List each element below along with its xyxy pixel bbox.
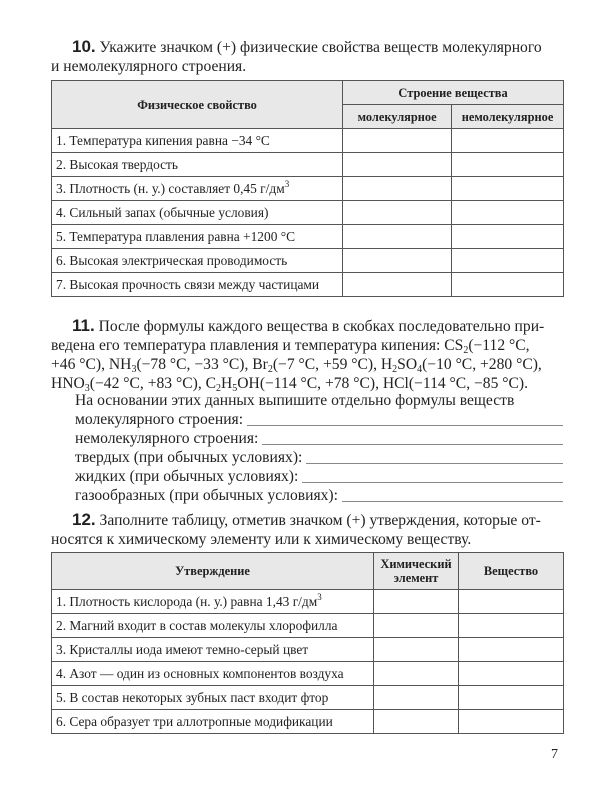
- element-cell[interactable]: [374, 614, 459, 638]
- subscript: 2: [267, 364, 273, 375]
- element-cell[interactable]: [374, 710, 459, 734]
- property-label: 7. Высокая прочность связи между частицами: [52, 273, 343, 297]
- field-label: жидких (при обычных условиях):: [75, 468, 299, 485]
- element-cell[interactable]: [374, 638, 459, 662]
- table-row: [52, 153, 564, 177]
- superscript: 3: [317, 591, 322, 602]
- task-number: 10.: [72, 37, 96, 56]
- header-chemical-element: Химический элемент: [374, 553, 459, 590]
- molecular-cell[interactable]: [343, 177, 452, 201]
- header-statement: Утверждение: [52, 553, 374, 590]
- task-text: носятся к химическому элементу или к химическому веществу.: [51, 531, 472, 548]
- task-number: 11.: [72, 316, 95, 335]
- table-row: [52, 662, 564, 686]
- label-text: 1. Плотность кислорода (н. у.) равна 1,43 г/дм: [56, 593, 318, 609]
- field-label: газообразных (при обычных условиях):: [75, 487, 338, 504]
- table-row: [52, 590, 564, 614]
- nonmolecular-cell[interactable]: [452, 249, 564, 273]
- property-label: 5. Температура плавления равна +1200 °C: [52, 225, 343, 249]
- answer-line[interactable]: [262, 429, 563, 445]
- subscript: 4: [417, 364, 423, 375]
- field-label: немолекулярного строения:: [75, 430, 259, 447]
- property-label: 1. Температура кипения равна −34 °C: [52, 129, 343, 153]
- element-cell[interactable]: [374, 590, 459, 614]
- header-nonmolecular: немолекулярное: [452, 105, 564, 129]
- table-row: [52, 201, 564, 225]
- task-text: (−112 °C,: [468, 337, 530, 354]
- task-text: и немолекулярного строения.: [51, 58, 247, 75]
- nonmolecular-cell[interactable]: [452, 153, 564, 177]
- superscript: 3: [284, 178, 290, 189]
- molecular-cell[interactable]: [343, 225, 452, 249]
- substance-cell[interactable]: [459, 686, 564, 710]
- header-structure: Строение вещества: [343, 81, 564, 105]
- task-10-instruction: [51, 37, 563, 76]
- substance-cell[interactable]: [459, 710, 564, 734]
- subscript: 2: [463, 345, 469, 356]
- task-text: Заполните таблицу, отметив значком (+) утверждения, которые от-: [99, 512, 541, 529]
- table-row: [52, 129, 564, 153]
- answer-line[interactable]: [306, 448, 563, 464]
- molecular-cell[interactable]: [343, 129, 452, 153]
- statement-label: 2. Магний входит в состав молекулы хлорофилла: [52, 614, 374, 638]
- statement-label: [52, 590, 374, 614]
- label-text: 3. Плотность (н. у.) составляет 0,45 г/дм: [56, 180, 285, 196]
- molecular-cell[interactable]: [343, 249, 452, 273]
- property-label: [52, 177, 343, 201]
- nonmolecular-cell[interactable]: [452, 273, 564, 297]
- task-text: (−42 °C, +83 °C), C: [89, 375, 217, 392]
- statement-label: 6. Сера образует три аллотропные модификации: [52, 710, 374, 734]
- page-number: 7: [551, 747, 558, 762]
- header-molecular: молекулярное: [343, 105, 452, 129]
- answer-field-liquid: [75, 467, 563, 486]
- task-text: ведена его температура плавления и температура кипения: CS: [51, 337, 464, 354]
- task-text: После формулы каждого вещества в скобках последовательно при-: [98, 318, 545, 335]
- statement-label: 4. Азот — один из основных компонентов воздуха: [52, 662, 374, 686]
- task-11-instruction: [51, 316, 563, 393]
- statement-label: 3. Кристаллы иода имеют темно-серый цвет: [52, 638, 374, 662]
- header-substance: Вещество: [459, 553, 564, 590]
- nonmolecular-cell[interactable]: [452, 225, 564, 249]
- task-text: (−78 °C, −33 °C), Br: [136, 356, 268, 373]
- task-12-instruction: [51, 510, 563, 549]
- answer-field-nonmolecular: [75, 429, 563, 448]
- substance-cell[interactable]: [459, 590, 564, 614]
- task-text: OH(−114 °C, +78 °C), HCl(−114 °C, −85 °C).: [237, 375, 529, 392]
- task-text: H: [221, 375, 233, 392]
- header-property: Физическое свойство: [52, 81, 343, 129]
- answer-field-molecular: [75, 410, 563, 429]
- answer-line[interactable]: [342, 486, 563, 502]
- element-or-substance-table: [51, 552, 564, 734]
- table-row: [52, 614, 564, 638]
- substance-cell[interactable]: [459, 614, 564, 638]
- element-cell[interactable]: [374, 662, 459, 686]
- element-cell[interactable]: [374, 686, 459, 710]
- nonmolecular-cell[interactable]: [452, 201, 564, 225]
- field-label: твердых (при обычных условиях):: [75, 449, 303, 466]
- table-row: [52, 177, 564, 201]
- property-label: 2. Высокая твердость: [52, 153, 343, 177]
- subscript: 2: [392, 364, 398, 375]
- property-label: 6. Высокая электрическая проводимость: [52, 249, 343, 273]
- molecular-cell[interactable]: [343, 273, 452, 297]
- task-text: (−10 °C, +280 °C),: [422, 356, 542, 373]
- molecular-cell[interactable]: [343, 201, 452, 225]
- task-number: 12.: [72, 510, 96, 529]
- table-row: [52, 710, 564, 734]
- table-row: [52, 273, 564, 297]
- nonmolecular-cell[interactable]: [452, 177, 564, 201]
- substance-cell[interactable]: [459, 662, 564, 686]
- field-label: молекулярного строения:: [75, 411, 244, 428]
- physical-properties-table: [51, 80, 564, 297]
- answer-line[interactable]: [247, 410, 563, 426]
- subscript: 2: [216, 383, 222, 394]
- table-row: [52, 225, 564, 249]
- answer-field-solid: [75, 448, 563, 467]
- task-text: HNO: [51, 375, 85, 392]
- table-row: [52, 249, 564, 273]
- answer-line[interactable]: [302, 467, 563, 483]
- task-text: SO: [397, 356, 418, 373]
- task-11-subinstruction: На основании этих данных выпишите отдельно формулы веществ: [75, 392, 515, 409]
- substance-cell[interactable]: [459, 638, 564, 662]
- statement-label: 5. В состав некоторых зубных паст входит фтор: [52, 686, 374, 710]
- task-text: Укажите значком (+) физические свойства веществ молекулярного: [99, 39, 542, 56]
- subscript: 5: [232, 383, 238, 394]
- table-row: [52, 686, 564, 710]
- molecular-cell[interactable]: [343, 153, 452, 177]
- task-text: (−7 °C, +59 °C), H: [272, 356, 393, 373]
- table-row: [52, 638, 564, 662]
- subscript: 3: [84, 383, 90, 394]
- subscript: 3: [131, 364, 137, 375]
- property-label: 4. Сильный запах (обычные условия): [52, 201, 343, 225]
- nonmolecular-cell[interactable]: [452, 129, 564, 153]
- answer-field-gaseous: [75, 486, 563, 505]
- task-text: +46 °C), NH: [51, 356, 132, 373]
